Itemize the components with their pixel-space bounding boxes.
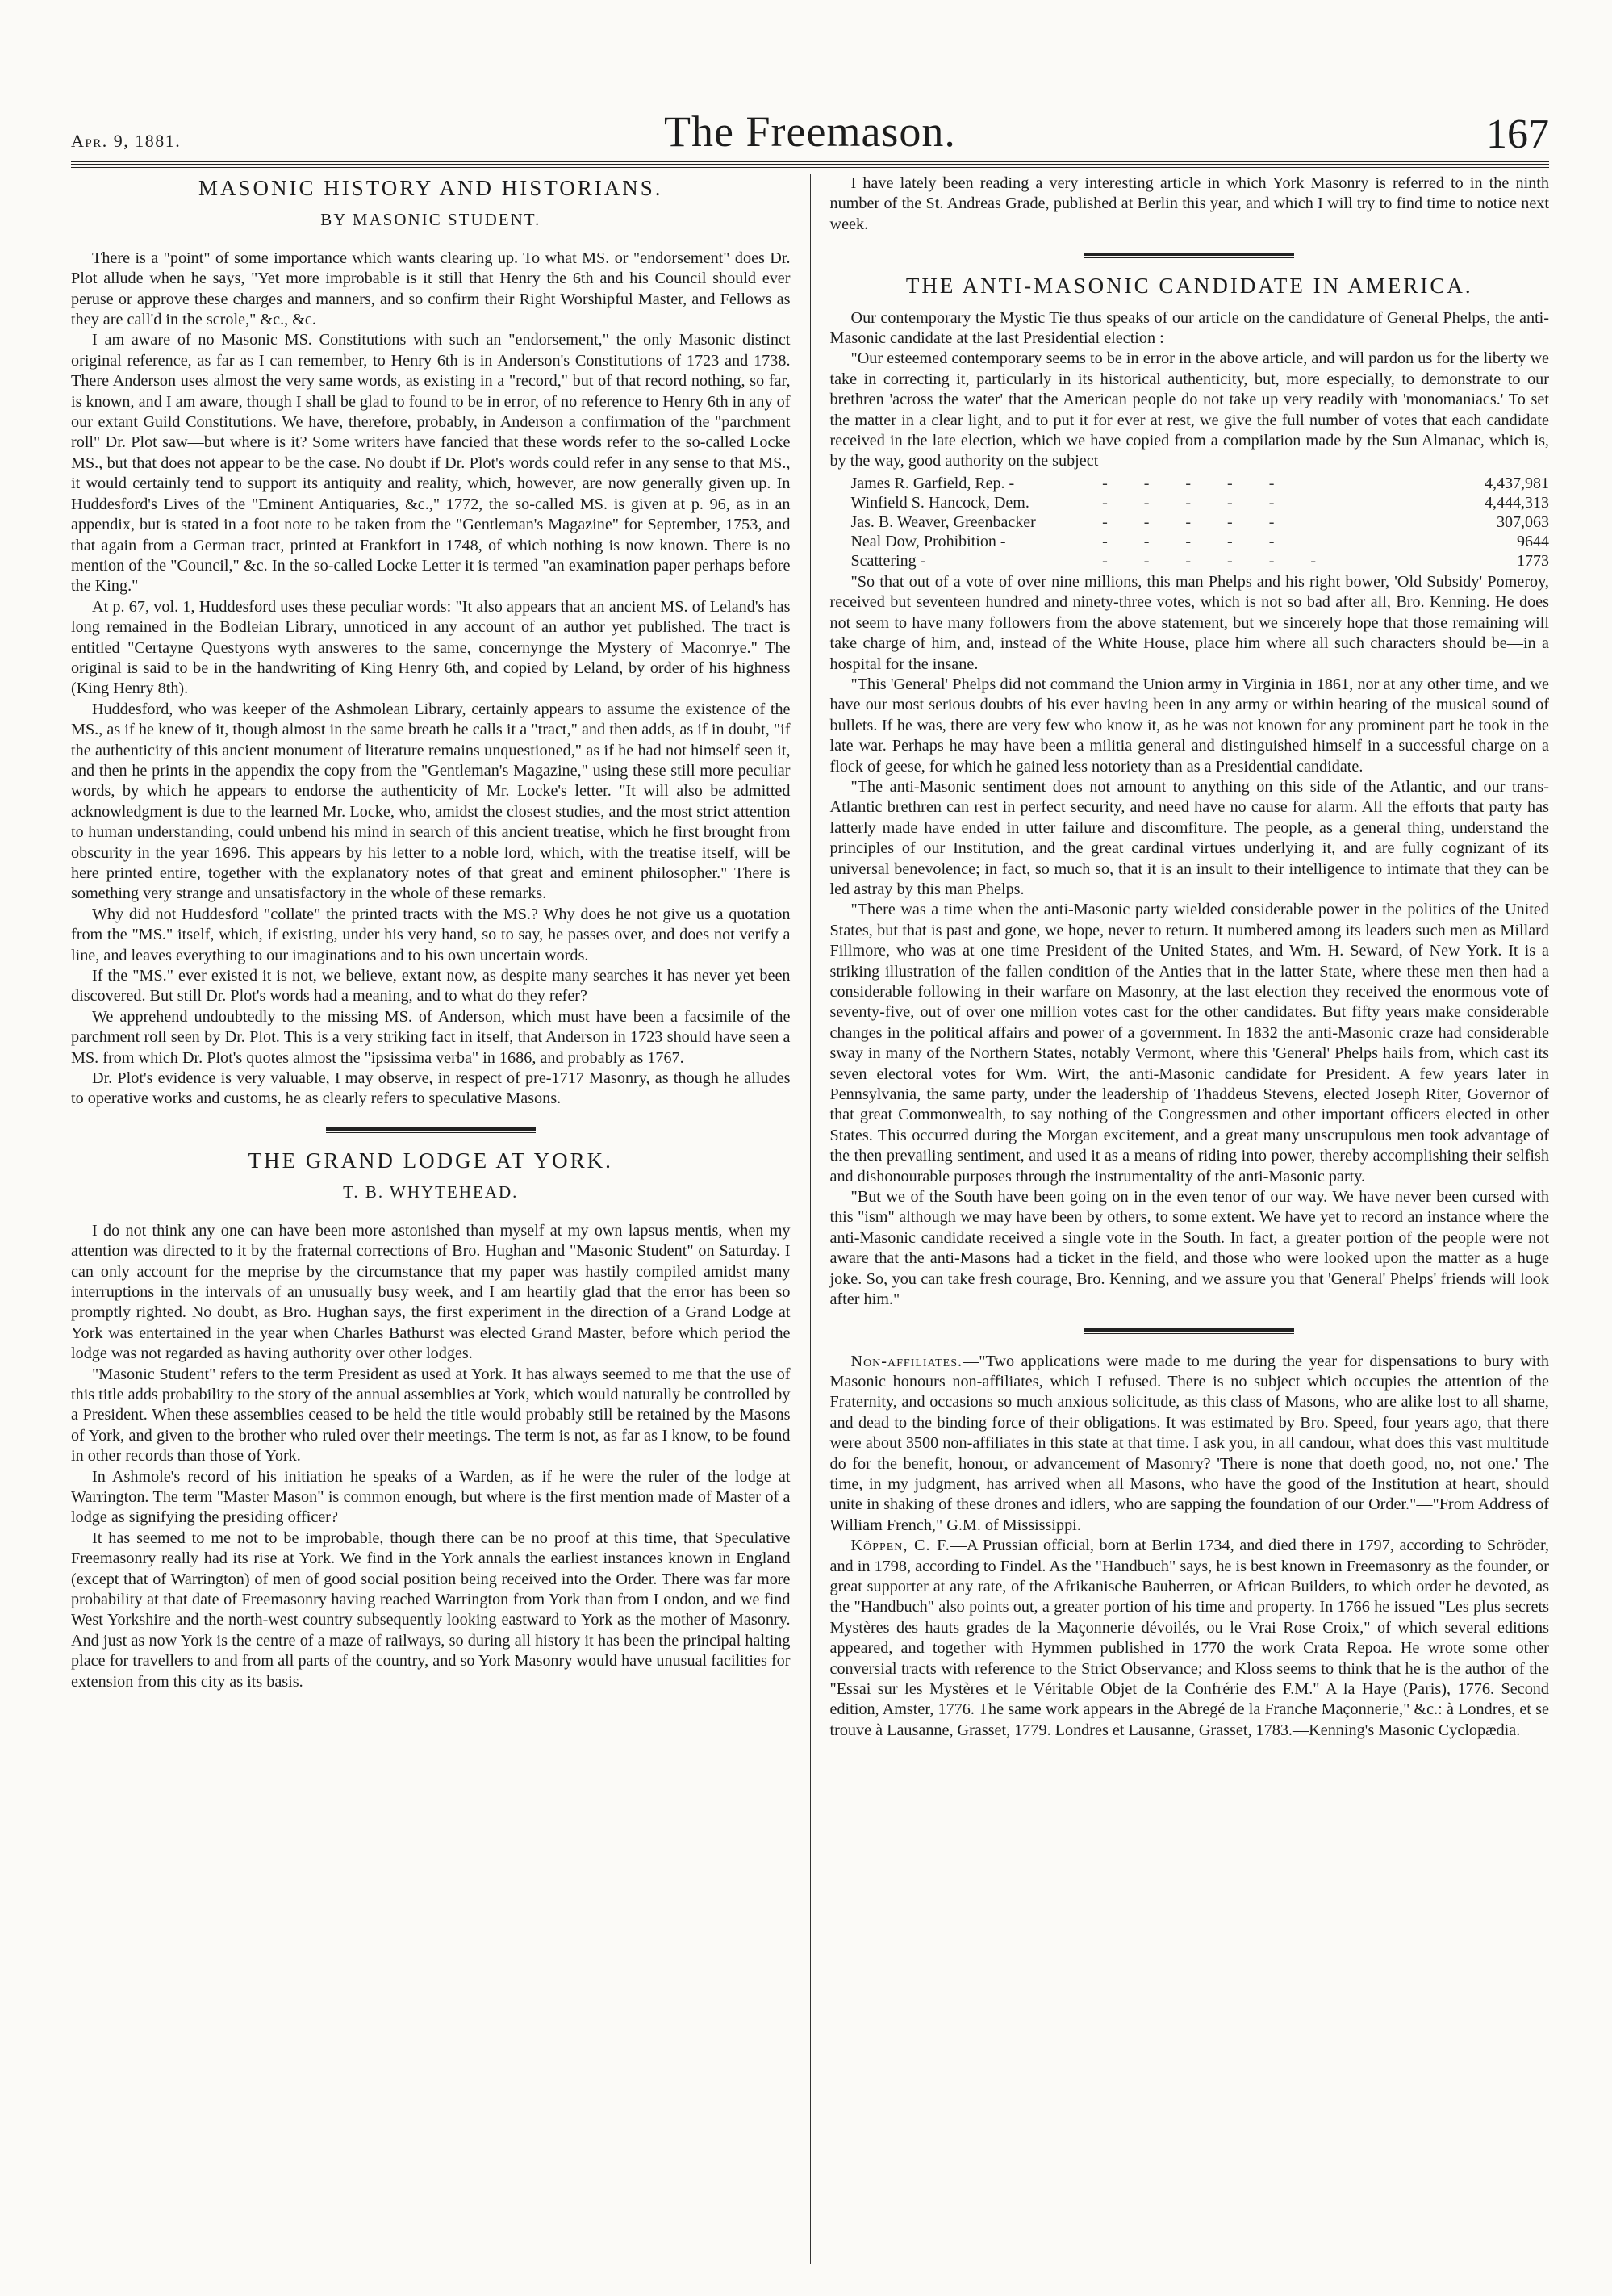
paragraph: I have lately been reading a very interesting article in which York Masonry is referred to in the ninth number of the St. Andreas Grade, published at Berlin this year, and which I will try to find time to notice next week. [829, 174, 1549, 233]
page-number: 167 [1486, 111, 1549, 157]
vote-count: 9644 [1516, 532, 1549, 550]
table-row [850, 551, 1549, 571]
paragraph: Huddesford, who was keeper of the Ashmolean Library, certainly appears to assume the existence of the MS., as if he knew of it, though almost in the same breath he calls it a "tract," and then adds, as if in doubt, "if the authenticity of this ancient monument of literature remains unquestioned," as if he had not himself seen it, and then he prints in the appendix the copy from the "Gentleman's Magazine," using these still more peculiar words, by which he appears to endorse the authenticity of Mr. Locke's letter. "It will also be admitted acknowledgment is due to the learned Mr. Locke, who, amidst the closest studies, and the most strict attention to human understanding, could unbend his mind in search of this ancient treatise, which he first brought from obscurity in the year 1696. This appears by his letter to a noble lord, which, with the treatise itself, will be here printed entire, together with the explanatory notes of that great and eminent philosopher." There is something very strange and unsatisfactory in the whole of these remarks. [71, 700, 791, 903]
paragraph-text: —"Two applications were made to me during the year for dispensations to bury with Masonic honours non-affiliates, which I refused. There is no subject which occupies the attention of the Fraternity, and occasions so much anxious solicitude, as this class of Masons, who are alike lost to all shame, and dead to the binding force of their obligations. It was estimated by Bro. Speed, four years ago, that there were about 3500 non-affiliates in this state at that time. I ask you, in all candour, what does this vast multitude do for the benefit, honour, or advancement of Masonry? 'There is none that doeth good, no, not one.' The time, in my judgment, has arrived when all Masons, who have the good of the Institution at heart, should unite in shaking of these drones and idlers, who are sapping the foundation of our Order."—"From Address of William French," G.M. of Mississippi. [829, 1352, 1549, 1534]
dot-leader: - - - - - [1102, 532, 1291, 550]
paragraph: "Our esteemed contemporary seems to be in error in the above article, and will pardon us for the liberty we take in correcting it, particularly in its historical authenticity, but, more especially, to demonstrate to our brethren 'across the water' that the American people do not take up very readily with 'monomaniacs.' To set the matter in a clear light, and to put it for ever at rest, we give the full number of votes that each candidate received in the late election, which we have copied from a compilation made by the Sun Almanac, which is, by the way, good authority on the subject— [829, 349, 1549, 470]
paragraph: In Ashmole's record of his initiation he speaks of a Warden, as if he were the ruler of the lodge at Warrington. The term "Master Mason" is common enough, but where is the first mention made of Master of a lodge as signifying the presiding officer? [71, 1467, 791, 1527]
article-byline: T. B. WHYTEHEAD. [343, 1182, 519, 1202]
candidate-name: Jas. B. Weaver, Greenbacker [850, 512, 1036, 531]
article-heading-grand-lodge: THE GRAND LODGE AT YORK. [248, 1148, 613, 1173]
paragraph: At p. 67, vol. 1, Huddesford uses these peculiar words: "It also appears that an ancient MS. of Leland's has long remained in the Bodleian Library, unnoticed in any account of an author yet published. The tract is entitled "Certayne Questyons wyth answeres to the same, concernynge the Mystery of Maconrye." The original is said to be in the handwriting of King Henry 6th, and copied by Leland, by order of his highness (King Henry 8th). [71, 597, 791, 698]
paragraph: "There was a time when the anti-Masonic party wielded considerable power in the politics of the United States, but that is past and gone, we hope, never to return. It numbered among its leaders such men as Millard Fillmore, who was at one time President of the United States, and Wm. H. Seward, of New York. It is a striking illustration of the fallen condition of the Anties that in the latter State, where these men then had a considerable following in their warfare on Masonry, at the last election they received the enormous vote of seventy-five, out of over one million votes cast for the other candidates. But fifty years make considerable changes in the political affairs and power of a government. In 1832 the anti-Masonic craze had considerable sway in many of the Northern States, notably Vermont, where this 'General' Phelps hails from, which cast its seven electoral votes for Wm. Wirt, the anti-Masonic candidate for President. A few years later in Pennsylvania, the same party, under the leadership of Thaddeus Stevens, elected Joseph Riter, Governor of that great Commonwealth, to say nothing of the Congressmen and other important officers elected in other States. This occurred during the Morgan excitement, and a great many unscrupulous men took advantage of the then prevailing sentiment, and used it as a means of riding into power, thereby accomplishing their selfish and dishonourable purposes through the instrumentality of the anti-Masonic party. [829, 901, 1549, 1186]
section-separator [1084, 253, 1294, 258]
paragraph: We apprehend undoubtedly to the missing MS. of Anderson, which must have been a facsimile of the parchment roll seen by Dr. Plot. This is a very striking fact in itself, that Anderson in 1723 should have seen a MS. from which Dr. Plot's quotes almost the "ipsissima verba" in 1686, and probably as 1767. [71, 1007, 791, 1067]
paragraph: "This 'General' Phelps did not command the Union army in Virginia in 1861, nor at any other time, and we have our most serious doubts of his ever having been in any army or within hearing of the musical sound of bullets. If he was, there are very few who know it, as he was not known for any prominent part he took in the late war. Perhaps he may have been a militia general and distinguished himself in a successful charge on a flock of geese, for which he gained less notoriety than as a Presidential candidate. [829, 675, 1549, 776]
candidate-name: Scattering - [850, 551, 926, 570]
candidate-name: Neal Dow, Prohibition - [850, 532, 1006, 550]
vote-count: 4,437,981 [1484, 474, 1549, 492]
dot-leader: - - - - - [1102, 474, 1291, 492]
paragraph: It has seemed to me not to be improbable, though there can be no proof at this time, that Speculative Freemasonry really had its rise at York. We find in the York annals the earliest instances known in England (except that of Warrington) of men of good social position being received into the Order. There was far more probability at that date of Freemasonry having reached Warrington from York than from London, and we find West Yorkshire and the north-west country subsequently looking eastward to York as the mother of Masonry. And just as now York is the centre of a maze of railways, so during all history it has been the principal halting place for travellers to and from all parts of the country, and so York Masonry would have unusual facilities for extension from this city as its basis. [71, 1529, 791, 1691]
table-row [850, 512, 1549, 532]
paragraph: I do not think any one can have been more astonished than myself at my own lapsus mentis, when my attention was directed to it by the fraternal corrections of Bro. Hughan and "Masonic Student" on Saturday. I can only account for the meprise by the circumstance that my paper was hastily compiled amidst many interruptions in the intervals of an unusually busy week, and I am heartily glad that the error has been so promptly righted. No doubt, as Bro. Hughan says, the first experiment in the direction of a Grand Lodge at York was entertained in the year when Charles Bathurst was elected Grand Master, before which period the lodge was not regarded as having authority over other lodges. [71, 1221, 791, 1363]
vote-count: 4,444,313 [1484, 493, 1549, 512]
vote-count: 307,063 [1496, 512, 1549, 531]
dot-leader: - - - - - - [1102, 551, 1333, 570]
paragraph: Our contemporary the Mystic Tie thus speaks of our article on the candidature of General Phelps, the anti-Masonic candidate at the last Presidential election : [829, 308, 1549, 348]
paragraph: "The anti-Masonic sentiment does not amount to anything on this side of the Atlantic, and our trans-Atlantic brethren can rest in perfect security, and need have no cause for alarm. All the efforts that party has latterly made have ended in utter failure and discomfiture. The people, as a general thing, understand the principles of our Institution, and the great cardinal virtues underlying it, and are fully cognizant of its universal benevolence; in fact, so much so, that it is an insult to their intelligence to intimate that they can be led astray by this man Phelps. [829, 777, 1549, 898]
paragraph: If the "MS." ever existed it is not, we believe, extant now, as despite many searches it has never yet been discovered. But still Dr. Plot's words had a meaning, and to what do they refer? [71, 967, 791, 1006]
paragraph: There is a "point" of some importance which wants clearing up. To what MS. or "endorsement" does Dr. Plot allude when he says, "Yet more improbable is it still that Henry the 6th and his Council should ever peruse or approve these charges and manners, and so confirm their Right Worshipful Master, and Fellows as they are call'd in the scrole," &c., &c. [71, 249, 791, 329]
section-separator [326, 1127, 536, 1133]
dot-leader: - - - - - [1102, 493, 1291, 512]
run-in-head: Köppen, C. F. [850, 1537, 950, 1555]
masthead [71, 103, 1549, 160]
columns [71, 174, 1549, 2264]
issue-date: Apr. 9, 1881. [71, 131, 182, 151]
vote-table [850, 474, 1549, 571]
paragraph-non-affiliates [829, 1352, 1549, 1537]
vote-count: 1773 [1516, 551, 1549, 570]
run-in-head: Non-affiliates. [850, 1352, 963, 1370]
candidate-name: James R. Garfield, Rep. - [850, 474, 1015, 492]
paragraph: "But we of the South have been going on in the even tenor of our way. We have never been cursed with this "ism" although we may have been by others, to some extent. We have yet to record an instance where the anti-Masonic candidate received a single vote in the South. In fact, a greater portion of the people were not aware that the anti-Masons had a ticket in the field, and those who were looked upon the matter as a huge joke. So, you can take fresh courage, Bro. Kenning, and we assure you that 'General' Phelps' friends will look after him." [829, 1188, 1549, 1309]
paragraph: Dr. Plot's evidence is very valuable, I may observe, in respect of pre-1717 Masonry, as though he alludes to operative works and customs, he as clearly refers to speculative Masons. [71, 1069, 791, 1108]
paragraph: Why did not Huddesford "collate" the printed tracts with the MS.? Why does he not give us a quotation from the "MS." itself, which, if existing, under his very hand, so to say, he passes over, and does not verify a line, and leaves everything to our imaginations and to his own uncertain words. [71, 905, 791, 964]
publication-title: The Freemason. [664, 107, 956, 156]
dot-leader: - - - - - [1102, 512, 1291, 531]
right-column [810, 174, 1549, 2264]
article-heading-anti-masonic: THE ANTI-MASONIC CANDIDATE IN AMERICA. [905, 274, 1473, 299]
paragraph-koppen [829, 1536, 1549, 1741]
masthead-rule [71, 161, 1549, 168]
paragraph: I am aware of no Masonic MS. Constitutions with such an "endorsement," the only Masonic distinct original reference, as far as I can remember, to Henry 6th is in Anderson's Constitutions of 1723 and 1738. There Anderson uses almost the very same words, as existing in a "record," but of that record nothing, so far, is known, and I am aware, though I shall be glad to found to be in error, of no reference to Henry 6th in any of our extant Guild Constitutions. We have, therefore, probably, in Anderson a confirmation of the "parchment roll" Dr. Plot saw—but where is it? Some writers have fancied that these words refer to the so-called Locke MS., but that does not appear to be the case. No doubt if Dr. Plot's words could refer in any sense to that MS., it would certainly tend to support its antiquity and reality, which, however, are now generally given up. In Huddesford's Lives of the "Eminent Antiquaries, &c.," 1772, the so-called MS. is given at p. 96, as in an appendix, but is stated in a foot note to be taken from the "Gentleman's Magazine" for September, 1753, and that again from a German tract, printed at Frankfort in 1748, of which nothing is now known. There is no mention of the "Council," &c. In the so-called Locke Letter it is termed "an examination paper perhaps before the King." [71, 331, 791, 596]
section-separator [1084, 1328, 1294, 1334]
candidate-name: Winfield S. Hancock, Dem. [850, 493, 1029, 512]
article-byline: BY MASONIC STUDENT. [320, 210, 541, 230]
paragraph: "Masonic Student" refers to the term President as used at York. It has always seemed to me that the use of this title adds probability to the story of the annual assemblies at York, which would naturally be controlled by a President. When these assemblies ceased to be held the title would probably still be retained by the Masons of York, and given to the brother who ruled over their meetings. The term is not, as far as I know, to be found in other records than those of York. [71, 1365, 791, 1466]
table-row [850, 493, 1549, 512]
left-column [71, 174, 810, 2264]
table-row [850, 532, 1549, 551]
table-row [850, 474, 1549, 493]
paragraph: "So that out of a vote of over nine millions, this man Phelps and his right bower, 'Old Subsidy' Pomeroy, received but seventeen hundred and ninety-three votes, which is not so bad after all, Bro. Kenning. He does not seem to have many followers from the above statement, but we sincerely hope that those remaining will take charge of him, and, instead of the White House, place him where all such characters should be—in a hospital for the insane. [829, 572, 1549, 673]
paragraph-text: —A Prussian official, born at Berlin 1734, and died there in 1797, according to Schröder, and in 1798, according to Findel. As the "Handbuch" says, he is best known in Freemasonry as the founder, or great supporter at any rate, of the Afrikanische Bauherren, or African Builders, to which order he devoted, as the "Handbuch" also points out, a greater portion of his time and property. In 1766 he issued "Les plus secrets Mystères des hauts grades de la Maçonnerie dévoilés, ou le Vrai Rose Croix," of which several editions appeared, and together with Hymmen published in 1770 the work Crata Repoa. He wrote some other conversial tracts with reference to the Strict Observance; and Kloss seems to think that he is the author of the "Essai sur les Mystères et le Véritable Objet de la Confrérie des F.M." A la Haye (Paris), 1776. Second edition, Amster, 1776. The same work appears in the Abregé de la Franche Maçonnerie," &c.: à Londres, et se trouve à Lausanne, Grasset, 1779. Londres et Lausanne, Grasset, 1783.—Kenning's Masonic Cyclopædia. [829, 1537, 1549, 1739]
article-heading-masonic-history: MASONIC HISTORY AND HISTORIANS. [198, 176, 663, 200]
